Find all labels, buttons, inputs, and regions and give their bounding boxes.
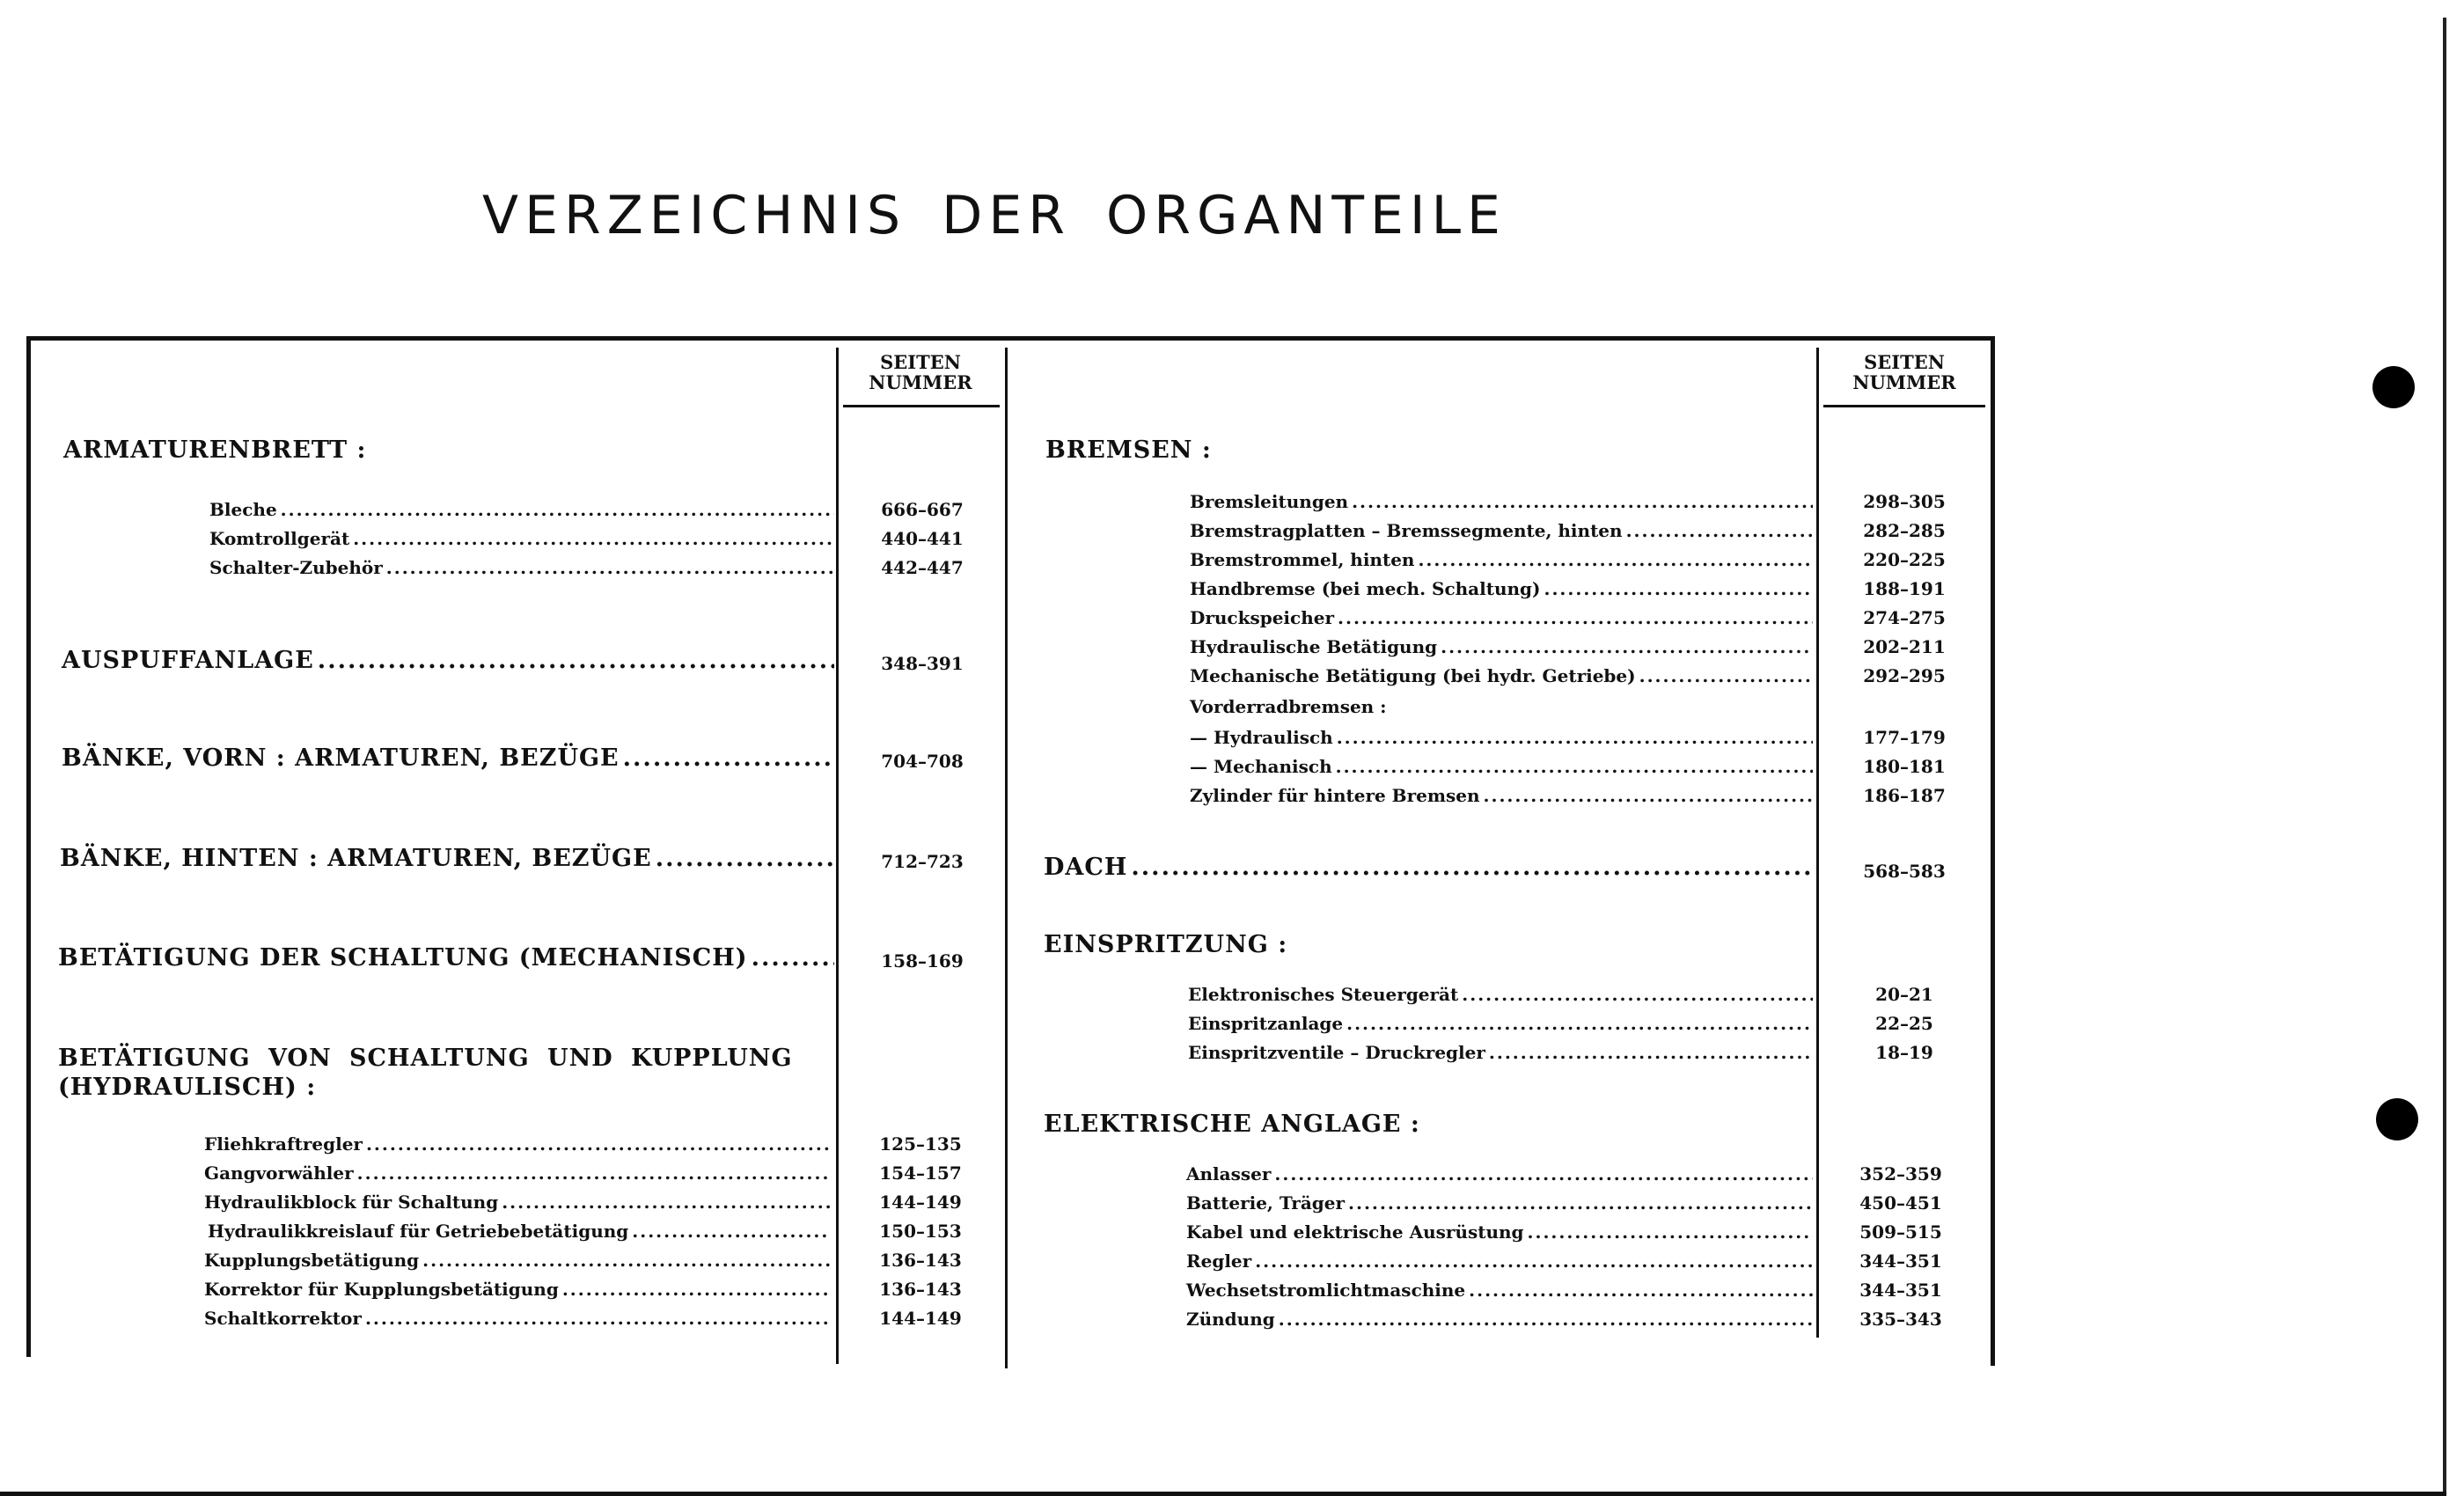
page-edge-line xyxy=(2443,18,2446,1496)
list-item: Einspritzanlage ..... xyxy=(1188,1013,1813,1034)
page-number: 18–19 xyxy=(1875,1042,1933,1063)
table-right-border xyxy=(1991,336,1995,1366)
page-number: 442–447 xyxy=(881,557,964,578)
left-column-header xyxy=(841,352,1000,392)
page-number: 180–181 xyxy=(1863,756,1946,777)
page-bottom-line xyxy=(0,1492,2446,1496)
list-item: Wechsetstromlichtmaschine ..... xyxy=(1186,1280,1813,1301)
page-number: 292–295 xyxy=(1863,665,1946,686)
list-item: Bremstragplatten – Bremssegmente, hinten ..... xyxy=(1190,520,1813,541)
list-item: Batterie, Träger ..... xyxy=(1186,1192,1813,1214)
center-divider xyxy=(1005,348,1008,1368)
header-line1: SEITEN xyxy=(1864,351,1945,373)
list-item: Bremstrommel, hinten ..... xyxy=(1190,549,1813,570)
list-item: Zündung ..... xyxy=(1186,1309,1813,1330)
list-item: Zylinder für hintere Bremsen ..... xyxy=(1190,785,1813,806)
list-item: Gangvorwähler ..... xyxy=(204,1162,831,1184)
right-page-column-divider xyxy=(1816,348,1819,1338)
page-number: 344–351 xyxy=(1859,1280,1942,1301)
punch-hole-top xyxy=(2372,366,2415,408)
header-line1: SEITEN xyxy=(880,351,961,373)
page-number: 335–343 xyxy=(1859,1309,1942,1330)
section-heading-betaetigung-hydraulisch-line2: (HYDRAULISCH) : xyxy=(58,1074,317,1101)
section-heading-bremsen: BREMSEN : xyxy=(1045,436,1212,464)
punch-hole-bottom xyxy=(2376,1098,2418,1140)
list-item: Schalter-Zubehör ..... xyxy=(209,557,834,578)
list-item: Bremsleitungen ..... xyxy=(1190,491,1813,512)
page-number: 666–667 xyxy=(881,499,964,520)
page-number: 144–149 xyxy=(879,1308,962,1329)
page-number: 158–169 xyxy=(881,950,964,972)
page-number: 188–191 xyxy=(1863,578,1946,599)
page-number: 177–179 xyxy=(1863,727,1946,748)
page-number: 186–187 xyxy=(1863,785,1946,806)
left-header-underline xyxy=(843,405,1000,407)
page-number: 125–135 xyxy=(879,1133,962,1155)
right-header-underline xyxy=(1823,405,1985,407)
list-item: Fliehkraftregler ..... xyxy=(204,1133,831,1155)
section-heading-armaturenbrett: ARMATURENBRETT : xyxy=(63,436,367,464)
list-item: Hydraulische Betätigung ..... xyxy=(1190,636,1813,657)
section-heading-betaetigung-hydraulisch: BETÄTIGUNG VON SCHALTUNG UND KUPPLUNG xyxy=(58,1045,793,1072)
page-number: 20–21 xyxy=(1875,984,1933,1005)
list-item: Bleche ..... xyxy=(209,499,834,520)
page-number: 274–275 xyxy=(1863,607,1946,628)
page-number: 704–708 xyxy=(881,751,964,772)
page-number: 150–153 xyxy=(879,1221,962,1242)
page-number: 440–441 xyxy=(881,528,964,549)
page-number: 136–143 xyxy=(879,1250,962,1271)
subheading-vorderradbremsen: Vorderradbremsen : xyxy=(1190,696,1387,717)
page-number: 568–583 xyxy=(1863,861,1946,882)
page-number: 282–285 xyxy=(1863,520,1946,541)
list-item: Regler ..... xyxy=(1186,1250,1813,1272)
page-number: 202–211 xyxy=(1863,636,1946,657)
list-item: Kupplungsbetätigung ..... xyxy=(204,1250,831,1271)
list-item: — Hydraulisch ..... xyxy=(1190,727,1813,748)
list-item: Elektronisches Steuergerät ..... xyxy=(1188,984,1813,1005)
list-item: Schaltkorrektor ..... xyxy=(204,1308,831,1329)
left-page-column-divider xyxy=(836,348,839,1364)
page-number: 298–305 xyxy=(1863,491,1946,512)
list-item: Handbremse (bei mech. Schaltung) ..... xyxy=(1190,578,1813,599)
table-left-border xyxy=(26,336,31,1357)
page-number: 509–515 xyxy=(1859,1221,1942,1243)
page-number: 712–723 xyxy=(881,851,964,872)
section-dach: DACH ..... xyxy=(1044,854,1813,881)
table-top-border xyxy=(26,336,1994,341)
page-number: 220–225 xyxy=(1863,549,1946,570)
list-item: Druckspeicher ..... xyxy=(1190,607,1813,628)
list-item: Anlasser ..... xyxy=(1186,1163,1813,1184)
list-item: Korrektor für Kupplungsbetätigung ..... xyxy=(204,1279,831,1300)
header-line2: NUMMER xyxy=(1852,371,1956,393)
right-column-header xyxy=(1825,352,1984,392)
page-number: 348–391 xyxy=(881,653,964,674)
list-item: Mechanische Betätigung (bei hydr. Getriebe) ..... xyxy=(1190,665,1813,686)
page-number: 154–157 xyxy=(879,1162,962,1184)
section-baenke-vorn: BÄNKE, VORN : ARMATUREN, BEZÜGE ..... xyxy=(62,744,834,772)
page-number: 144–149 xyxy=(879,1192,962,1213)
section-baenke-hinten: BÄNKE, HINTEN : ARMATUREN, BEZÜGE ..... xyxy=(60,845,834,872)
page-number: 352–359 xyxy=(1859,1163,1942,1184)
page-number: 344–351 xyxy=(1859,1250,1942,1272)
list-item: Hydraulikblock für Schaltung ..... xyxy=(204,1192,831,1213)
page-title: VERZEICHNIS DER ORGANTEILE xyxy=(482,185,1507,246)
section-auspuffanlage: AUSPUFFANLAGE ..... xyxy=(62,647,834,674)
list-item: Komtrollgerät ..... xyxy=(209,528,834,549)
page-number: 136–143 xyxy=(879,1279,962,1300)
list-item: Hydraulikkreislauf für Getriebebetätigung ..... xyxy=(208,1221,831,1242)
list-item: — Mechanisch ..... xyxy=(1190,756,1813,777)
list-item: Kabel und elektrische Ausrüstung ..... xyxy=(1186,1221,1813,1243)
page-number: 450–451 xyxy=(1859,1192,1942,1214)
header-line2: NUMMER xyxy=(869,371,972,393)
page-number: 22–25 xyxy=(1875,1013,1933,1034)
section-betaetigung-mechanisch: BETÄTIGUNG DER SCHALTUNG (MECHANISCH) ..... xyxy=(58,944,834,972)
section-heading-elektrische-anglage: ELEKTRISCHE ANGLAGE : xyxy=(1044,1111,1420,1138)
list-item: Einspritzventile – Druckregler ..... xyxy=(1188,1042,1813,1063)
section-heading-einspritzung: EINSPRITZUNG : xyxy=(1044,931,1288,958)
